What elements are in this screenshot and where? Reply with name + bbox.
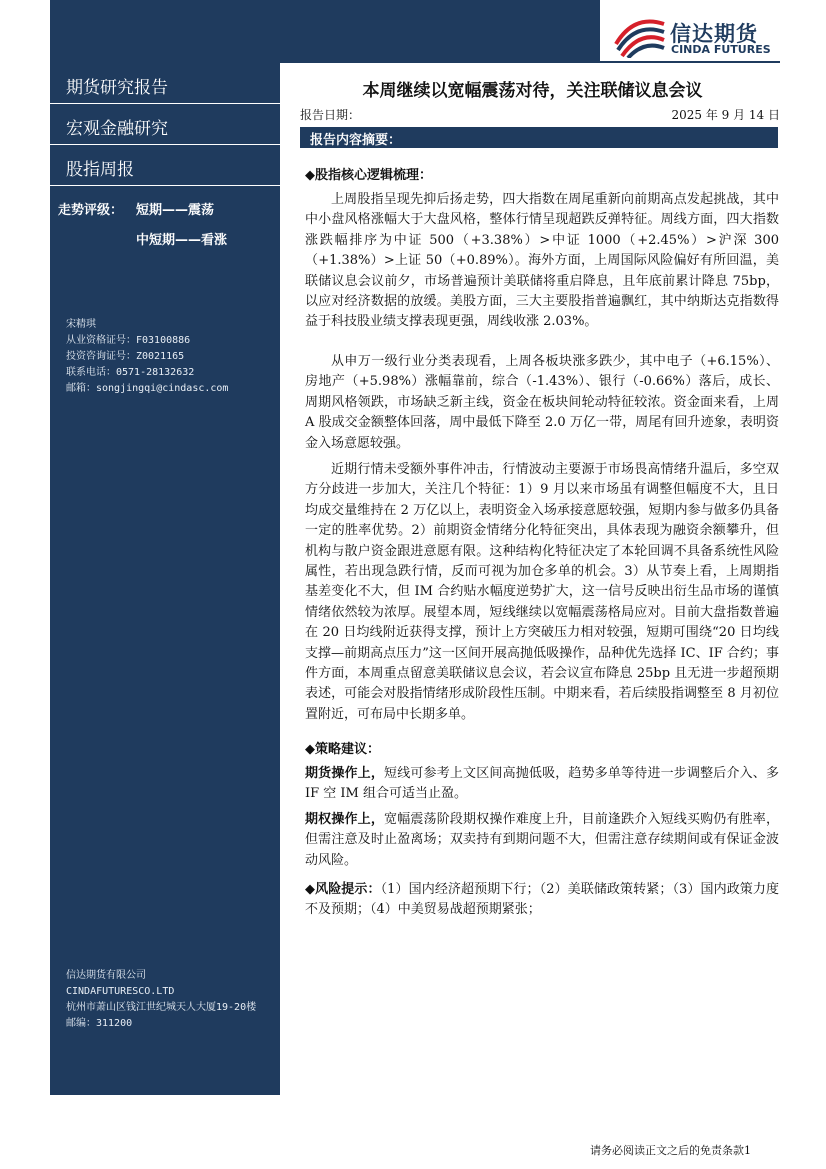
options-label: 期权操作上， (305, 812, 385, 827)
logo-text-cn: 信达期货 (670, 22, 758, 46)
report-title: 本周继续以宽幅震荡对待，关注联储议息会议 (362, 81, 703, 101)
logo-mark-icon (612, 14, 668, 58)
sidebar-report-series (50, 145, 280, 186)
sidebar-label: 宏观金融研究 (66, 119, 168, 139)
abstract-label: 报告内容摘要： (310, 133, 402, 148)
options-text: 宽幅震荡阶段期权操作难度上升，目前逢跌介入短线买购仍有胜率，但需注意及时止盈离场；双卖持有到期问题不大，但需注意存续期间或有保证金波动风险。 (305, 812, 779, 868)
paragraph-futures-strategy (305, 764, 779, 805)
header-band (50, 0, 600, 61)
report-date (300, 106, 780, 124)
paragraph-risk (305, 880, 779, 921)
footer-disclaimer: 请务必阅读正文之后的免责条款1 (590, 1144, 751, 1157)
analyst-advisory: 投资咨询证号：Z0021165 (66, 351, 185, 362)
company-name-en: CINDAFUTURESCO.LTD (66, 986, 175, 997)
logo-text-en: CINDA FUTURES (671, 43, 771, 56)
section-core-logic-title: ◆股指核心逻辑梳理： (305, 168, 432, 183)
rating-short: 短期——震荡 (136, 203, 215, 218)
trend-rating (50, 193, 280, 253)
date-label: 报告日期： (300, 108, 361, 122)
company-address: 杭州市萧山区钱江世纪城天人大厦19-20楼 (66, 1002, 257, 1013)
paragraph-options-strategy (305, 810, 779, 871)
analyst-phone: 联系电话：0571-28132632 (66, 367, 195, 378)
abstract-header (300, 127, 778, 148)
company-info (66, 968, 276, 1032)
sidebar-label: 股指周报 (66, 160, 134, 180)
company-name: 信达期货有限公司 (66, 970, 146, 981)
risk-text: （1）国内经济超预期下行；（2）美联储政策转紧；（3）国内政策力度不及预期；（4）中美贸易战超预期紧张； (305, 882, 779, 918)
sidebar-report-type (50, 63, 280, 104)
paragraph-sector-review: 从申万一级行业分类表现看，上周各板块涨多跌少，其中电子（+6.15%）、房地产（+5.98%）涨幅靠前，综合（-1.43%）、银行（-0.66%）落后，成长、周期风格领跌，市场缺乏新主线，资金在板块间轮动特征较浓。资金面来看，上周 A 股成交金额整体回落，周中最低下降至 2.0 万亿一带，周尾有回升迹象，表明资金入场意愿较强。 (305, 354, 779, 451)
analyst-info (66, 317, 228, 397)
date-value: 2025 年 9 月 14 日 (671, 108, 780, 122)
futures-label: 期货操作上， (305, 766, 385, 781)
company-logo (612, 14, 797, 58)
sidebar-label: 期货研究报告 (66, 78, 168, 98)
sidebar-report-category (50, 104, 280, 145)
futures-text: 短线可参考上文区间高抛低吸，趋势多单等待进一步调整后介入、多 IF 空 IM 组合可适当止盈。 (305, 766, 779, 802)
section-strategy-title: ◆策略建议： (305, 742, 380, 757)
rating-mid: 中短期——看涨 (136, 233, 228, 248)
analyst-license: 从业资格证号：F03100886 (66, 335, 191, 346)
paragraph-market-review: 上周股指呈现先抑后扬走势，四大指数在周尾重新向前期高点发起挑战，其中中小盘风格涨幅大于大盘风格，整体行情呈现超跌反弹特征。周线方面，四大指数涨跌幅排序为中证 500（+3.38%）>中证 1000（+2.45%）>沪深 300（+1.38%）>上证 50（+0.89%）。海外方面，上周国际风险偏好有所回温，美联储议息会议前夕，市场普遍预计美联储将重启降息，且年底前累计降息 75bp，以应对经济数据的放缓。美股方面，三大主要股指普遍飘红，其中纳斯达克指数得益于科技股业绩支撑表现更强，周线收涨 2.03%。 (305, 192, 779, 330)
rating-label: 走势评级： (58, 203, 124, 218)
sidebar (50, 63, 280, 1095)
analyst-email: 邮箱：songjingqi@cindasc.com (66, 383, 229, 394)
analyst-name: 宋精琪 (66, 319, 96, 330)
risk-label: ◆风险提示： (305, 882, 381, 897)
paragraph-outlook: 近期行情未受额外事件冲击，行情波动主要源于市场畏高情绪升温后，多空双方分歧进一步加大，关注几个特征：1）9 月以来市场虽有调整但幅度不大，且日均成交量维持在 2 万亿以上，表明资金入场承接意愿较强，短期内参与做多仍具备一定的胜率优势。2）前期资金情绪分化特征突出，具体表现为融资余额攀升，但机构与散户资金跟进意愿有限。这种结构化特征决定了本轮回调不具备系统性风险属性，若出现急跌行情，反而可视为加仓多单的机会。3）从节奏上看，上周期指基差变化不大，但 IM 合约贴水幅度逆势扩大，这一信号反映出衍生品市场的谨慎情绪依然较为浓厚。展望本周，短线继续以宽幅震荡格局应对。目前大盘指数普遍在 20 日均线附近获得支撑，预计上方突破压力相对较强，短期可围绕“20 日均线支撑—前期高点压力”这一区间开展高抛低吸操作，品种优先选择 IC、IF 合约；事件方面，本周重点留意美联储议息会议，若会议宣布降息 25bp 且无进一步超预期表述，可能会对股指情绪形成阶段性压制。中期来看，若后续股指调整至 8 月初位置附近，可布局中长期多单。 (305, 462, 779, 722)
company-postcode: 邮编：311200 (66, 1018, 133, 1029)
